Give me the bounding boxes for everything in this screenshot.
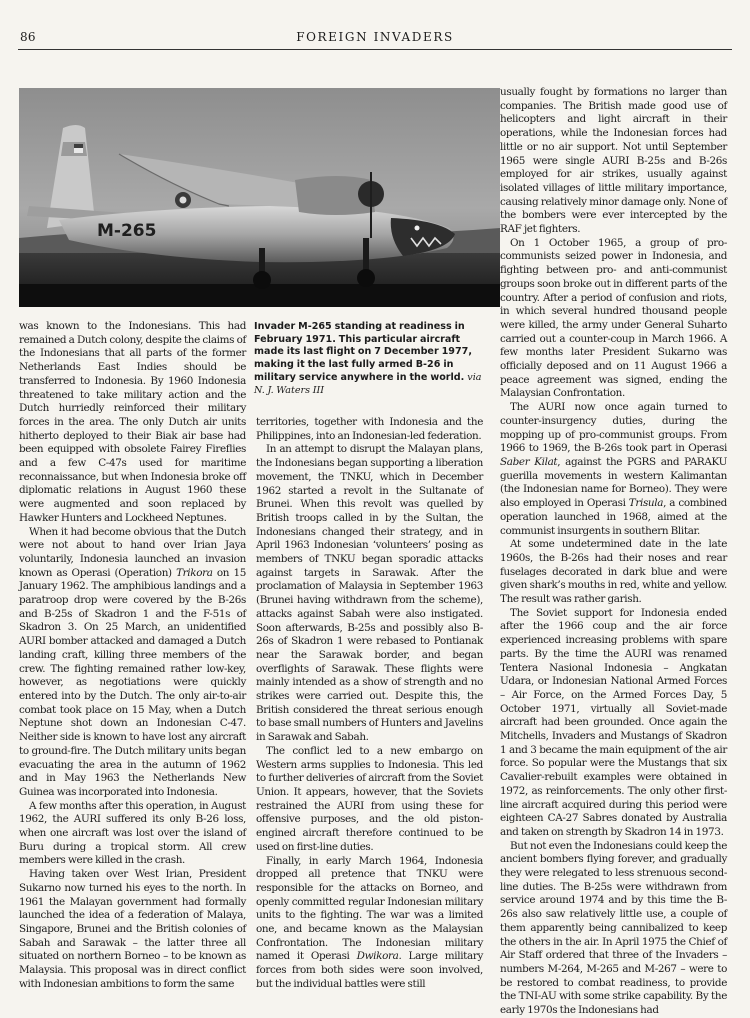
paragraph: usually fought by formations no larger than companies. The British made good use of helicopters and light aircraft in their operations, while the Indonesian forces had little or no air support. Not until September 1965 were single AURI B-25s and B-26s employed for air strikes, usually against isolated villages of little military importance, causing relatively minor damage only. None of the bombers were ever intercepted by the RAF jet fighters. <box>500 86 727 236</box>
paragraph: Having taken over West Irian, President Sukarno now turned his eyes to the north. In 1961 the Malayan government had formally launched the idea of a federation of Malaya, Singapore, Brunei and the British colonies of Sabah and Sarawak – the latter three all situated on northern Borneo – to be known as Malaysia. This proposal was in direct conflict with Indonesian ambitions to form the same <box>19 868 246 990</box>
paragraph: was known to the Indonesians. This had remained a Dutch colony, despite the claims of the Indonesians that all parts of the former Netherlands East Indies should be transferred to Indonesia. By 1960 Indonesia threatened to take military action and the Dutch hurriedly reinforced their military forces in the area. The only Dutch air units hitherto deployed to their Biak air base had been equipped with obsolete Fairey Fireflies and a few C-47s used for maritime reconnaissance, but when Indonesia broke off diplomatic relations in August 1960 these were augmented and soon replaced by Hawker Hunters and Lockheed Neptunes. <box>19 320 246 524</box>
paragraph: The conflict led to a new embargo on Western arms supplies to Indonesia. This led to further deliveries of aircraft from the Soviet Union. It appears, however, that the Soviets restrained the AURI from using these for offensive purposes, and the old piston-engined aircraft therefore continued to be used on first-line duties. <box>256 744 483 853</box>
caption-text: Invader M-265 standing at readiness in February 1971. This particular aircraft made its last flight on 7 December 1977, making it the last fully armed B-26 in military service anywhere in the world. <box>254 321 472 383</box>
header-rule <box>18 49 732 50</box>
text-column-2 <box>256 416 483 990</box>
paragraph: Finally, in early March 1964, Indonesia dropped all pretence that TNKU were responsible for the attacks on Borneo, and openly committed regular Indonesian military units to the fighting. The war was a limited one, and became known as the Malaysian Confrontation. The Indonesian military named it Operasi Dwikora. Large military forces from both sides were soon involved, but the individual battles were still <box>256 854 483 990</box>
b26-invader-photo-illustration <box>19 88 500 307</box>
paragraph: territories, together with Indonesia and the Philippines, into an Indonesian-led federation. <box>256 416 483 442</box>
aircraft-serial-marking: M-265 <box>97 221 157 241</box>
paragraph: When it had become obvious that the Dutch were not about to hand over Irian Jaya voluntarily, Indonesia launched an invasion known as Operasi (Operation) Trikora on 15 January 1962. The amphibious landings and a paratroop drop were covered by the B-26s and B-25s of Skadron 1 and the F-51s of Skadron 3. On 25 March, an unidentified AURI bomber attacked and damaged a Dutch landing craft, killing three members of the crew. The fighting remained rather low-key, however, as negotiations were quickly entered into by the Dutch. The only air-to-air combat took place on 15 May, when a Dutch Neptune shot down an Indonesian C-47. Neither side is known to have lost any aircraft to ground-fire. The Dutch military units began evacuating the area in the autumn of 1962 and in May 1963 the Netherlands New Guinea was incorporated into Indonesia. <box>19 525 246 798</box>
paragraph: The Soviet support for Indonesia ended after the 1966 coup and the air force experienced increasing problems with spare parts. By the time the AURI was renamed Tentera Nasional Indonesia – Angkatan Udara, or Indonesian National Armed Forces – Air Force, on the Armed Forces Day, 5 October 1971, virtually all Soviet-made aircraft had been grounded. Once again the Mitchells, Invaders and Mustangs of Skadron 1 and 3 became the main equipment of the air force. So popular were the Mustangs that six Cavalier-rebuilt examples were obtained in 1972, as reinforcements. The only other first-line aircraft acquired during this period were eighteen CA-27 Sabres donated by Australia and taken on strength by Skadron 14 in 1973. <box>500 606 727 838</box>
text-column-1 <box>19 320 246 990</box>
text-column-3 <box>500 86 727 1017</box>
running-title: FOREIGN INVADERS <box>296 30 454 44</box>
aircraft-photo <box>19 88 500 307</box>
page-number: 86 <box>20 30 36 44</box>
paragraph: A few months after this operation, in August 1962, the AURI suffered its only B-26 loss, when one aircraft was lost over the island of Buru during a tropical storm. All crew members were killed in the crash. <box>19 799 246 867</box>
paragraph: But not even the Indonesians could keep the ancient bombers flying forever, and gradually they were relegated to less strenuous second-line duties. The B-25s were withdrawn from service around 1974 and by this time the B-26s also saw relatively little use, a couple of them apparently being cannibalized to keep the others in the air. In April 1975 the Chief of Air Staff ordered that three of the Invaders – numbers M-264, M-265 and M-267 – were to be restored to combat readiness, to provide the TNI-AU with some strike capability. By the early 1970s the Indonesians had <box>500 839 727 1017</box>
paragraph: The AURI now once again turned to counter-insurgency duties, during the mopping up of pro-communist groups. From 1966 to 1969, the B-26s took part in Operasi Saber Kilat, against the PGRS and PARAKU guerilla movements in western Kalimantan (the Indonesian name for Borneo). They were also employed in Operasi Trisula, a combined operation launched in 1968, aimed at the communist insurgents in southern Blitar. <box>500 401 727 537</box>
operation-name: Saber Kilat <box>500 455 558 468</box>
operation-name: Trisula <box>628 497 664 510</box>
caption-credit: via N. J. Waters III <box>254 371 482 396</box>
paragraph: At some undetermined date in the late 1960s, the B-26s had their noses and rear fuselages decorated in dark blue and were given shark’s mouths in red, white and yellow. The result was rather garish. <box>500 538 727 606</box>
operation-name: Dwikora <box>356 950 399 963</box>
paragraph: In an attempt to disrupt the Malayan plans, the Indonesians began supporting a liberation movement, the TNKU, which in December 1962 started a revolt in the Sultanate of Brunei. When this revolt was quelled by British troops called in by the Sultan, the Indonesians changed their strategy, and in April 1963 Indonesian ‘volunteers’ posing as members of TNKU began sporadic attacks against targets in Sarawak. After the proclamation of Malaysia in September 1963 (Brunei having withdrawn from the scheme), attacks against Sabah were also instigated. Soon afterwards, B-25s and possibly also B-26s of Skadron 1 were rebased to Pontianak near the Sarawak border, and began overflights of Sarawak. These flights were mainly intended as a show of strength and no strikes were carried out. Despite this, the British considered the threat serious enough to base small numbers of Hunters and Javelins in Sarawak and Sabah. <box>256 443 483 744</box>
paragraph: On 1 October 1965, a group of pro-communists seized power in Indonesia, and fighting between pro- and anti-communist groups soon broke out in different parts of the country. After a period of confusion and riots, in which several hundred thousand people were killed, the army under General Suharto carried out a counter-coup in March 1966. A few months later President Sukarno was officially deposed and on 11 August 1966 a peace agreement was signed, ending the Malaysian Confrontation. <box>500 236 727 400</box>
photo-caption <box>254 321 484 397</box>
operation-name: Trikora <box>176 566 213 579</box>
